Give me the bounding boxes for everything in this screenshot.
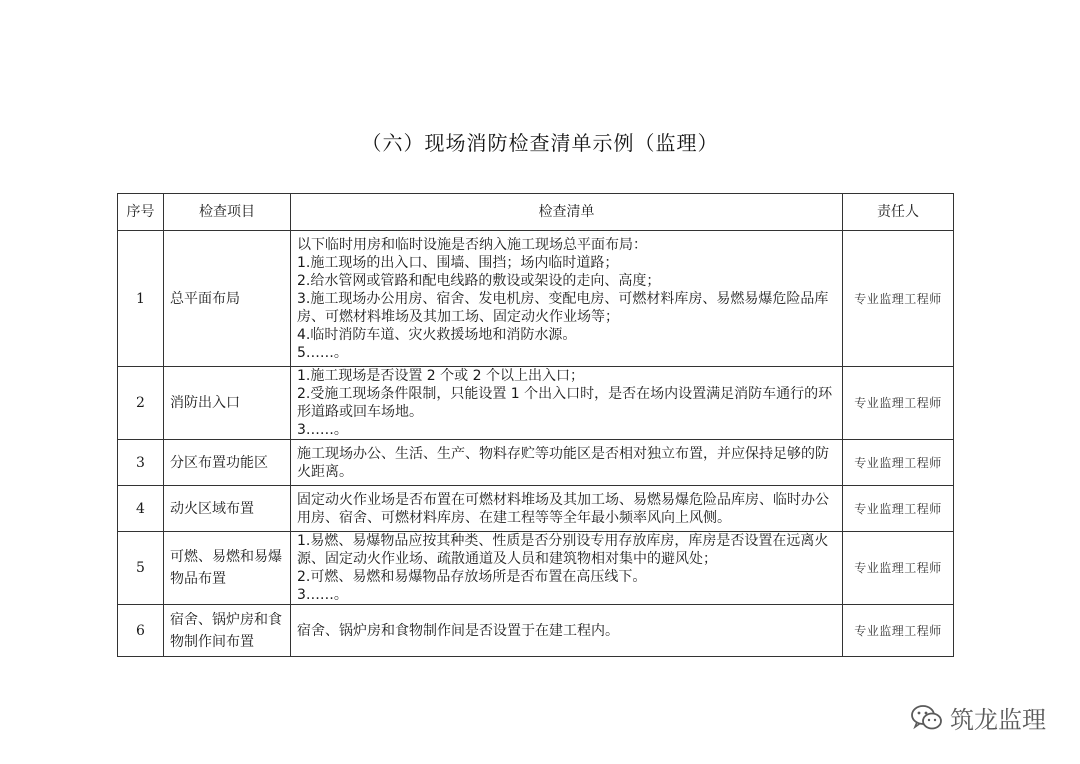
wechat-icon <box>910 703 944 733</box>
checklist-content <box>291 440 843 486</box>
inspection-item: 动火区域布置 <box>164 486 291 532</box>
checklist-line: 2.受施工现场条件限制，只能设置 1 个出入口时，是否在场内设置满足消防车通行的环形道路或回车场地。 <box>297 386 833 420</box>
table-row <box>118 367 954 440</box>
checklist-line: 5……。 <box>297 344 348 361</box>
responsible-person: 专业监理工程师 <box>843 486 954 532</box>
table-row <box>118 486 954 532</box>
header-inspection-item: 检查项目 <box>164 194 291 231</box>
row-number: 4 <box>118 486 164 532</box>
inspection-item: 分区布置功能区 <box>164 440 291 486</box>
inspection-item: 可燃、易燃和易爆物品布置 <box>164 532 291 605</box>
checklist-line: 1.施工现场是否设置 2 个或 2 个以上出入口； <box>297 368 584 384</box>
fire-inspection-checklist-table <box>117 193 954 657</box>
checklist-line: 固定动火作业场是否布置在可燃材料堆场及其加工场、易燃易爆危险品库房、临时办公用房、宿舍、可燃材料库房、在建工程等等全年最小频率风向上风侧。 <box>297 491 829 526</box>
checklist-line: 以下临时用房和临时设施是否纳入施工现场总平面布局： <box>297 236 647 253</box>
checklist-line: 2.给水管网或管路和配电线路的敷设或架设的走向、高度； <box>297 272 661 289</box>
document-title: （六）现场消防检查清单示例（监理） <box>361 131 719 155</box>
checklist-content <box>291 532 843 605</box>
checklist-line: 2.可燃、易燃和易爆物品存放场所是否布置在高压线下。 <box>297 569 647 585</box>
table-row <box>118 605 954 657</box>
responsible-person: 专业监理工程师 <box>843 440 954 486</box>
inspection-item: 宿舍、锅炉房和食物制作间布置 <box>164 605 291 657</box>
table-row <box>118 532 954 605</box>
checklist-line: 1.施工现场的出入口、围墙、围挡；场内临时道路； <box>297 254 619 271</box>
checklist-line: 宿舍、锅炉房和食物制作间是否设置于在建工程内。 <box>297 622 619 639</box>
watermark <box>910 700 1046 735</box>
checklist-line: 4.临时消防车道、灾火救援场地和消防水源。 <box>297 326 577 343</box>
checklist-line: 施工现场办公、生活、生产、物料存贮等功能区是否相对独立布置，并应保持足够的防火距离。 <box>297 445 829 480</box>
row-number: 5 <box>118 532 164 605</box>
row-number: 6 <box>118 605 164 657</box>
checklist-line: 3……。 <box>297 422 348 438</box>
checklist-line: 3.施工现场办公用房、宿舍、发电机房、变配电房、可燃材料库房、易燃易爆危险品库房、可燃材料堆场及其加工场、固定动火作业场等； <box>297 290 829 325</box>
header-checklist: 检查清单 <box>291 194 843 231</box>
table-row <box>118 231 954 367</box>
checklist-content <box>291 486 843 532</box>
responsible-person: 专业监理工程师 <box>843 532 954 605</box>
inspection-item: 消防出入口 <box>164 367 291 440</box>
watermark-text: 筑龙监理 <box>950 706 1046 734</box>
checklist-line: 3……。 <box>297 587 348 603</box>
table-row <box>118 440 954 486</box>
row-number: 2 <box>118 367 164 440</box>
inspection-item: 总平面布局 <box>164 231 291 367</box>
responsible-person: 专业监理工程师 <box>843 605 954 657</box>
row-number: 3 <box>118 440 164 486</box>
checklist-content <box>291 367 843 440</box>
checklist-content <box>291 231 843 367</box>
header-responsible-person: 责任人 <box>843 194 954 231</box>
header-number: 序号 <box>118 194 164 231</box>
table-header-row <box>118 194 954 231</box>
responsible-person: 专业监理工程师 <box>843 367 954 440</box>
checklist-line: 1.易燃、易爆物品应按其种类、性质是否分别设专用存放库房，库房是否设置在远离火源、固定动火作业场、疏散通道及人员和建筑物相对集中的避风处； <box>297 533 829 567</box>
responsible-person: 专业监理工程师 <box>843 231 954 367</box>
checklist-content <box>291 605 843 657</box>
row-number: 1 <box>118 231 164 367</box>
